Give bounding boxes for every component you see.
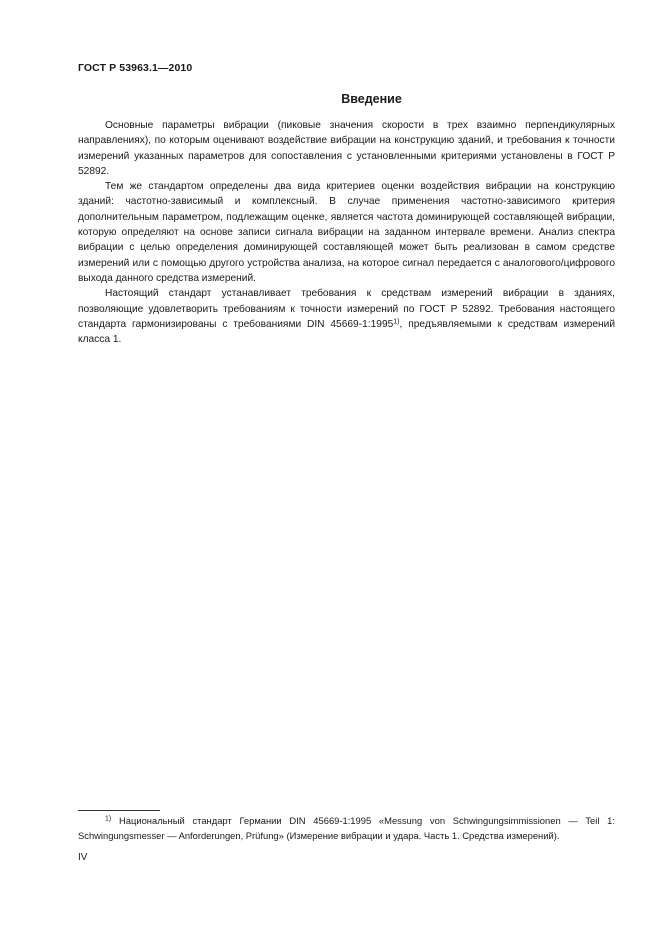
footnote-reference[interactable]: 1) [393, 318, 400, 326]
paragraph-3-text: Настоящий стандарт устанавливает требования к средствам измерений вибрации в зданиях, позволяющие удовлетворить требованиям к точности измерений по ГОСТ Р 52892. Требования настоящего стандарта гармонизированы с требованиями DIN 45669-1:1995 [78, 288, 615, 330]
page-number: IV [78, 852, 88, 863]
section-title: Введение [341, 92, 402, 106]
introduction-body [78, 118, 615, 347]
footnote-text: Национальный стандарт Германии DIN 45669-1:1995 «Messung von Schwingungsimmissionen — Teil 1: Schwingungsmesser — Anforderungen, Prüfung» (Измерение вибрации и удара. Часть 1. Средства измерений). [78, 815, 615, 841]
paragraph-3-text-end: , предъявляемыми к средствам измерений класса 1. [78, 318, 616, 346]
footnote-marker: 1) [105, 815, 112, 823]
paragraph-2: Тем же стандартом определены два вида критериев оценки воздействия вибрации на конструкцию зданий: частотно-зависимый и комплексный. В случае применения частотно-зависимого критерия дополнительным параметром, подлежащим оценке, является частота доминирующей составляющей вибрации, которую определяют на основе записи сигнала вибрации на заданном интервале времени. Анализ спектра вибрации с целью определения доминирующей составляющей может быть реализован в самом средстве измерений или с помощью другого устройства анализа, на которое сигнал передается с аналогового/цифрового выхода данного средства измерений. [78, 181, 615, 284]
paragraph-3 [78, 286, 615, 347]
paragraph-1: Основные параметры вибрации (пиковые значения скорости в трех взаимно перпендикулярных направлениях), по которым оценивают воздействие вибрации на конструкцию зданий, и требования к точности измерений указанных параметров для сопоставления с установленными критериями установлены в ГОСТ Р 52892. [78, 120, 615, 177]
standard-header: ГОСТ Р 53963.1—2010 [78, 62, 193, 74]
footnote [78, 814, 615, 843]
footnote-divider [78, 810, 160, 811]
